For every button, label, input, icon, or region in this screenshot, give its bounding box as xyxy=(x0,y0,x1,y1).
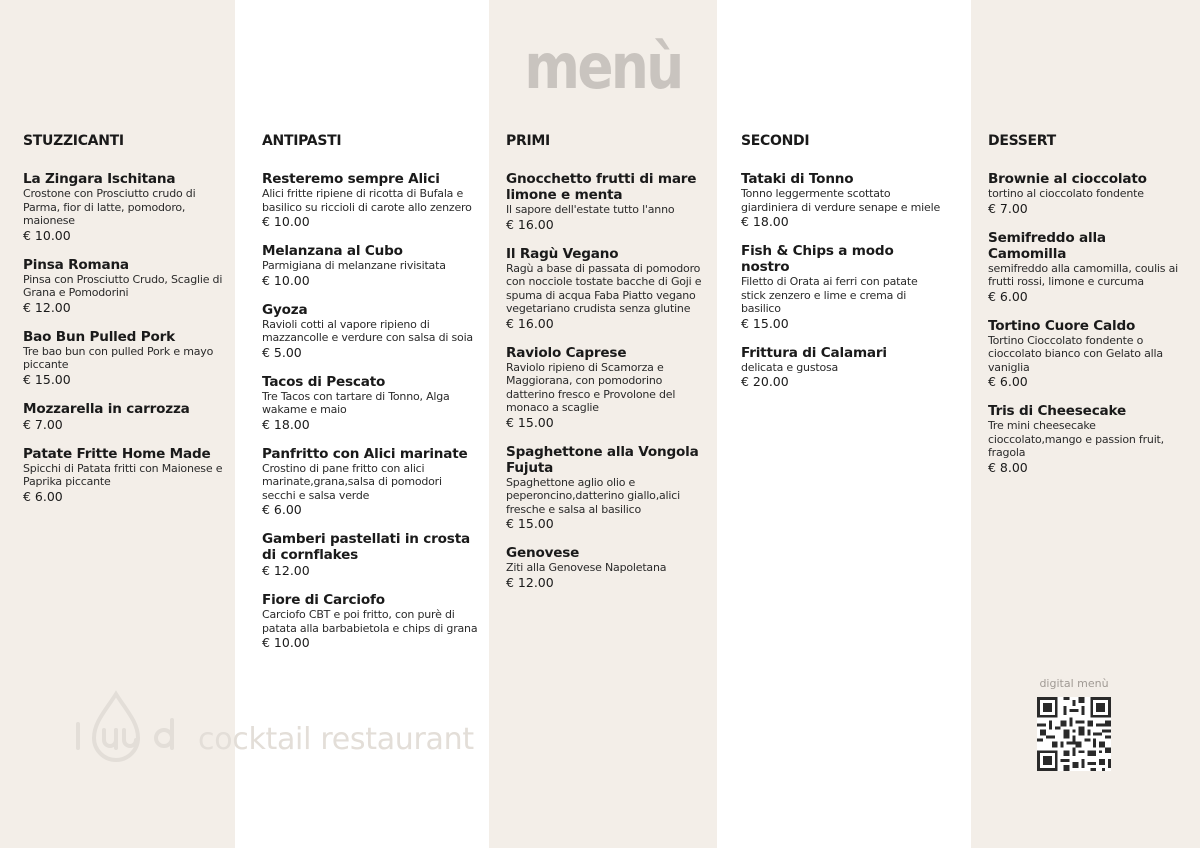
item-name: Gamberi pastellati in crosta di cornflakes xyxy=(262,531,470,563)
item-price: € 6.00 xyxy=(988,374,1028,389)
item-price: € 10.00 xyxy=(262,272,310,288)
item-description: Crostone con Prosciutto crudo di Parma, fior di latte, pomodoro, maionese xyxy=(23,187,196,227)
qr-label: digital menù xyxy=(1039,677,1109,690)
menu-item-patate-fritte-home-made xyxy=(23,446,230,505)
menu-item-frittura-di-calamari xyxy=(741,345,943,391)
menu-item-fiore-di-carciofo xyxy=(262,592,478,651)
menu-item-resteremo-sempre-alici xyxy=(262,171,478,230)
item-name: Panfritto con Alici marinate xyxy=(262,445,468,462)
item-price: € 16.00 xyxy=(506,216,554,232)
item-price: € 10.00 xyxy=(262,214,310,229)
item-description: Spaghettone aglio olio e peperoncino,datterino giallo,alici fresche e salsa al basilico xyxy=(506,475,680,516)
item-name: Tataki di Tonno xyxy=(741,171,854,187)
menu-item-tataki-di-tonno xyxy=(741,171,943,230)
item-description: Tre Tacos con tartare di Tonno, Alga wakame e maio xyxy=(262,389,450,416)
item-price: € 6.00 xyxy=(988,288,1028,304)
item-price: € 10.00 xyxy=(23,227,71,243)
menu-item-fish-chips-a-modo-nostro xyxy=(741,243,943,332)
item-name: Il Ragù Vegano xyxy=(506,245,619,262)
section-heading: DESSERT xyxy=(988,133,1056,149)
section-heading: SECONDI xyxy=(741,133,810,149)
menu-item-genovese xyxy=(506,545,706,591)
item-price: € 12.00 xyxy=(23,299,71,315)
item-description: Ziti alla Genovese Napoletana xyxy=(506,561,667,574)
item-price: € 20.00 xyxy=(741,374,789,389)
menu-item-gnocchetto-frutti-di-mare-limone-e-menta xyxy=(506,171,706,233)
item-description: delicata e gustosa xyxy=(741,360,839,374)
item-name: Pinsa Romana xyxy=(23,256,129,273)
menu-item-tacos-di-pescato xyxy=(262,374,478,433)
item-price: € 6.00 xyxy=(262,502,302,517)
menu-item-panfritto-con-alici-marinate xyxy=(262,446,478,519)
item-description: semifreddo alla camomilla, coulis ai frutti rossi, limone e curcuma xyxy=(988,261,1179,288)
item-description: Carciofo CBT e poi fritto, con purè di patata alla barbabietola e chips di grana xyxy=(262,608,478,635)
column-secondi xyxy=(741,133,943,403)
item-description: Pinsa con Prosciutto Crudo, Scaglie di Grana e Pomodorini xyxy=(23,272,223,299)
menu-item-gyoza xyxy=(262,302,478,361)
item-description: Parmigiana di melanzane rivisitata xyxy=(262,259,446,272)
item-price: € 8.00 xyxy=(988,459,1028,475)
item-name: Gnocchetto frutti di mare limone e menta xyxy=(506,171,697,203)
item-name: Mozzarella in carrozza xyxy=(23,400,190,417)
item-description: Crostino di pane fritto con alici marinate,grana,salsa di pomodori secchi e salsa verde xyxy=(262,461,442,502)
item-description: tortino al cioccolato fondente xyxy=(988,187,1144,200)
item-description: Alici fritte ripiene di ricotta di Bufala e basilico su riccioli di carote allo zenzero xyxy=(262,187,472,214)
item-name: La Zingara Ischitana xyxy=(23,171,176,187)
item-description: Spicchi di Patata fritti con Maionese e Paprika piccante xyxy=(23,461,223,488)
liquid-logo-icon xyxy=(72,690,187,780)
item-description: Tre mini cheesecake cioccolato,mango e passion fruit, fragola xyxy=(988,419,1164,459)
item-price: € 18.00 xyxy=(741,214,789,229)
item-name: Melanzana al Cubo xyxy=(262,243,403,259)
brand-watermark xyxy=(72,690,542,780)
menu-item-mozzarella-in-carrozza xyxy=(23,401,230,433)
item-price: € 18.00 xyxy=(262,416,310,432)
item-name: Genovese xyxy=(506,545,580,561)
menu-item-pinsa-romana xyxy=(23,257,230,316)
item-name: Brownie al cioccolato xyxy=(988,171,1147,187)
item-description: Il sapore dell'estate tutto l'anno xyxy=(506,203,675,216)
item-price: € 10.00 xyxy=(262,635,310,650)
item-name: Resteremo sempre Alici xyxy=(262,171,440,187)
item-name: Tacos di Pescato xyxy=(262,373,386,390)
menu-title: menù xyxy=(524,30,682,103)
item-price: € 15.00 xyxy=(23,371,71,387)
item-description: Tonno leggermente scottato giardiniera di verdure senape e miele xyxy=(741,187,941,214)
column-dessert xyxy=(988,133,1184,489)
menu-item-raviolo-caprese xyxy=(506,345,706,431)
menu-item-melanzana-al-cubo xyxy=(262,243,478,289)
item-price: € 7.00 xyxy=(23,416,63,432)
item-description: Tortino Cioccolato fondente o cioccolato bianco con Gelato alla vaniglia xyxy=(988,333,1163,374)
section-heading: STUZZICANTI xyxy=(23,133,124,149)
item-name: Bao Bun Pulled Pork xyxy=(23,328,175,345)
brand-tagline: cocktail restaurant xyxy=(198,722,474,757)
menu-item-brownie-al-cioccolato xyxy=(988,171,1184,217)
column-antipasti xyxy=(262,133,478,664)
item-name: Tortino Cuore Caldo xyxy=(988,317,1136,334)
column-primi xyxy=(506,133,706,604)
background-band-4 xyxy=(717,0,971,848)
item-name: Fiore di Carciofo xyxy=(262,592,385,608)
item-description: Raviolo ripieno di Scamorza e Maggiorana, con pomodorino datterino fresco e Provolone del monaco a scaglie xyxy=(506,360,676,414)
menu-item-tortino-cuore-caldo xyxy=(988,318,1184,391)
item-description: Ravioli cotti al vapore ripieno di mazzancolle e verdure con salsa di soia xyxy=(262,317,473,344)
item-price: € 5.00 xyxy=(262,344,302,360)
item-name: Frittura di Calamari xyxy=(741,344,887,361)
menu-item-spaghettone-alla-vongola-fujuta xyxy=(506,444,706,533)
item-name: Tris di Cheesecake xyxy=(988,403,1127,419)
menu-item-tris-di-cheesecake xyxy=(988,403,1184,476)
menu-item-il-ragu-vegano xyxy=(506,246,706,332)
section-heading: PRIMI xyxy=(506,133,550,149)
item-price: € 15.00 xyxy=(506,516,554,531)
menu-item-bao-bun-pulled-pork xyxy=(23,329,230,388)
item-price: € 16.00 xyxy=(506,315,554,331)
qr-code-icon[interactable] xyxy=(1037,697,1111,771)
section-heading: ANTIPASTI xyxy=(262,133,342,149)
item-price: € 7.00 xyxy=(988,200,1028,216)
item-description: Tre bao bun con pulled Pork e mayo piccante xyxy=(23,344,214,371)
item-price: € 12.00 xyxy=(506,574,554,590)
item-name: Gyoza xyxy=(262,301,308,318)
item-name: Semifreddo alla Camomilla xyxy=(988,229,1106,262)
item-name: Raviolo Caprese xyxy=(506,344,627,361)
item-name: Patate Fritte Home Made xyxy=(23,445,211,462)
menu-item-la-zingara-ischitana xyxy=(23,171,230,244)
item-name: Spaghettone alla Vongola Fujuta xyxy=(506,443,699,476)
item-price: € 6.00 xyxy=(23,488,63,504)
item-price: € 15.00 xyxy=(741,315,789,331)
item-description: Filetto di Orata ai ferri con patate stick zenzero e lime e crema di basilico xyxy=(741,275,918,315)
item-price: € 15.00 xyxy=(506,414,554,430)
menu-item-semifreddo-alla-camomilla xyxy=(988,230,1184,305)
menu-item-gamberi-pastellati-in-crosta-di-cornflakes xyxy=(262,531,478,579)
item-name: Fish & Chips a modo nostro xyxy=(741,243,894,275)
column-stuzzicanti xyxy=(23,133,230,518)
item-description: Ragù a base di passata di pomodoro con nocciole tostate bacche di Goji e spuma di acqua Faba Piatto vegano vegetariano crudista senza glutine xyxy=(506,261,702,315)
item-price: € 12.00 xyxy=(262,563,310,578)
